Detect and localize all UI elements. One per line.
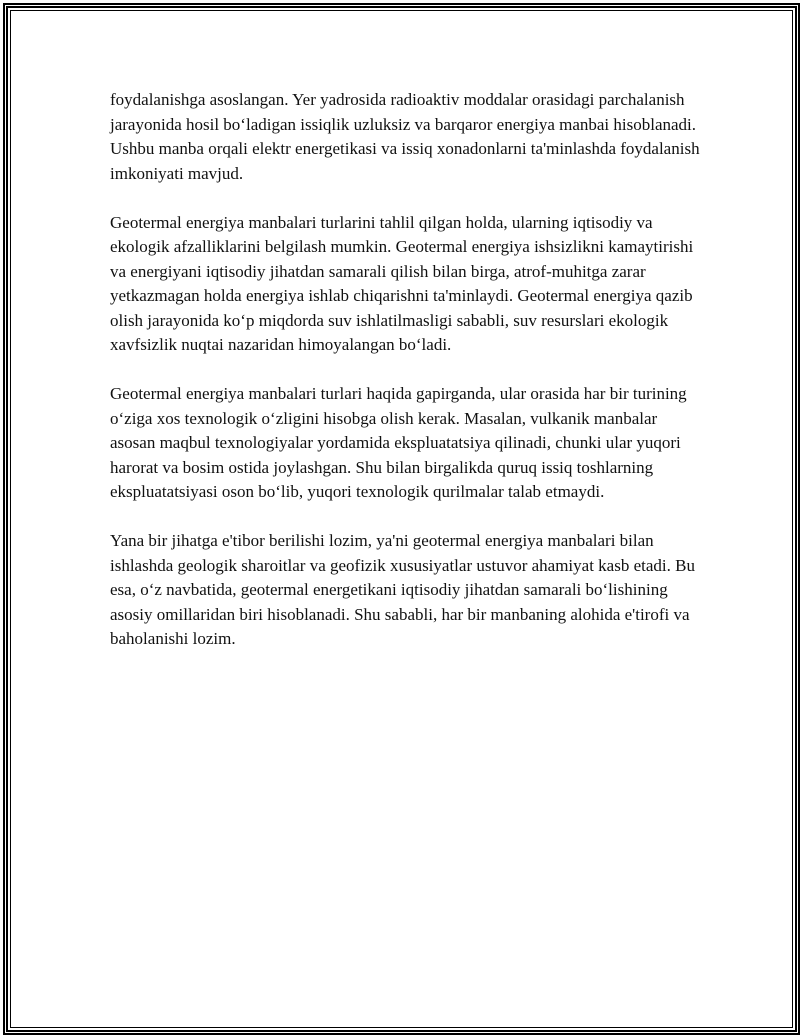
document-body: [110, 88, 700, 676]
paragraph-2: Geotermal energiya manbalari turlarini tahlil qilgan holda, ularning iqtisodiy va ekologik afzalliklarini belgilash mumkin. Geotermal energiya ishsizlikni kamaytirishi va energiyani iqtisodiy jihatdan samarali qilish bilan birga, atrof-muhitga zarar yetkazmagan holda energiya ishlab chiqarishni ta'minlaydi. Geotermal energiya qazib olish jarayonida ko‘p miqdorda suv ishlatilmasligi sababli, suv resurslari ekologik xavfsizlik nuqtai nazaridan himoyalangan bo‘ladi.: [110, 212, 694, 354]
paragraph-4: Yana bir jihatga e'tibor berilishi lozim, ya'ni geotermal energiya manbalari bilan ishlashda geologik sharoitlar va geofizik xususiyatlar ustuvor ahamiyat kasb etadi. Bu esa, o‘z navbatida, geotermal energetikani iqtisodiy jihatdan samarali bo‘lishining asosiy omillaridan biri hisoblanadi. Shu sababli, har bir manbaning alohida e'tirofi va baholanishi lozim.: [110, 531, 695, 648]
paragraph-1: foydalanishga asoslangan. Yer yadrosida radioaktiv moddalar orasidagi parchalanish jarayonida hosil bo‘ladigan issiqlik uzluksiz va barqaror energiya manbai hisoblanadi. Ushbu manba orqali elektr energetikasi va issiq xonadonlarni ta'minlashda foydalanish imkoniyati mavjud.: [110, 90, 700, 183]
paragraph-3: Geotermal energiya manbalari turlari haqida gapirganda, ular orasida har bir turining o‘ziga xos texnologik o‘zligini hisobga olish kerak. Masalan, vulkanik manbalar asosan maqbul texnologiyalar yordamida ekspluatatsiya qilinadi, chunki ular yuqori harorat va bosim ostida joylashgan. Shu bilan birgalikda quruq issiq toshlarning ekspluatatsiyasi oson bo‘lib, yuqori texnologik qurilmalar talab etmaydi.: [110, 384, 687, 501]
